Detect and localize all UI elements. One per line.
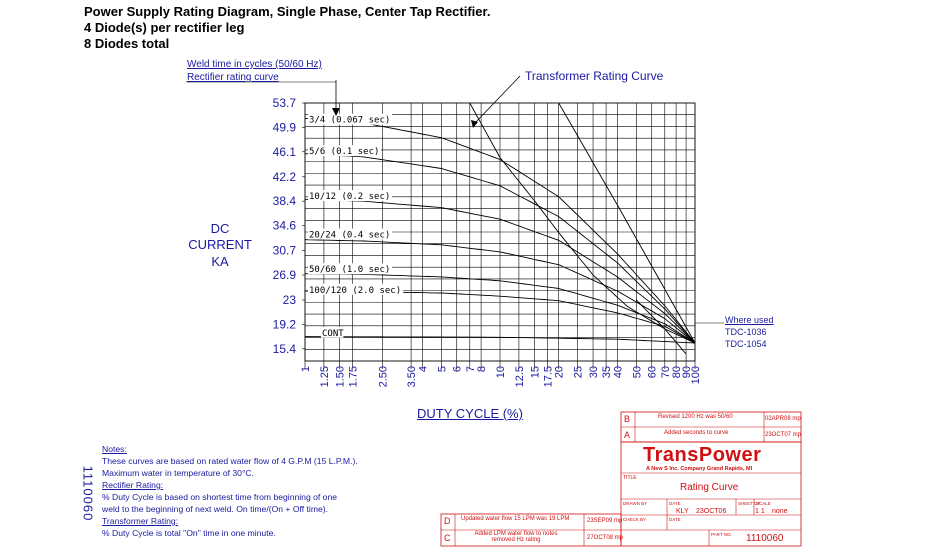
diode-total: 8 Diodes total	[84, 36, 170, 51]
checked-by-label: CHECK BY	[623, 517, 647, 522]
sheet-label: SHEET OF	[738, 501, 761, 506]
date2-label: DATE	[669, 517, 681, 522]
x-tick-label: 17.5	[542, 366, 555, 388]
x-tick-label: 12.5	[513, 366, 526, 388]
y-tick-label: 42.2	[272, 169, 296, 184]
notes-heading: Notes:	[102, 444, 127, 454]
where-used-label: Where used	[725, 315, 774, 325]
series-label: 50/60 (1.0 sec)	[309, 265, 391, 276]
transpower-logo: TransPower	[643, 444, 762, 466]
y-tick-label: 49.9	[272, 120, 296, 135]
rev-b-letter: B	[624, 414, 631, 424]
y-tick-label: 53.7	[272, 96, 296, 110]
x-tick-label: 30	[588, 366, 601, 379]
part-no-label: PART NO.	[711, 532, 732, 537]
drawn-by: KLY	[676, 508, 689, 515]
x-tick-label: 7	[464, 366, 477, 373]
rectifier-curve-label: Rectifier rating curve	[187, 72, 279, 83]
x-tick-label: 1.75	[347, 366, 360, 388]
y-tick-label: 19.2	[272, 317, 296, 332]
x-tick-label: 6	[451, 366, 464, 373]
y-axis-label-dc: DC	[210, 221, 230, 236]
notes-line: These curves are based on rated water flow of 4 G.P.M (15 L.P.M.).	[102, 456, 358, 466]
x-tick-label: 4	[417, 366, 430, 373]
x-tick-label: 5	[436, 366, 449, 373]
rev-c-text: Added LPM water flow to notes removed Hz rating	[474, 531, 558, 543]
rev-a-letter: A	[624, 430, 631, 440]
drawn-by-label: DRAWN BY	[623, 501, 648, 506]
scale-value: none	[772, 508, 788, 515]
rev-a-code: 23OCT07 mp	[765, 432, 802, 438]
x-tick-label: 35	[601, 366, 614, 379]
date-label: DATE	[669, 501, 681, 506]
title-label: TITLE	[623, 475, 637, 481]
y-tick-label: 34.6	[272, 218, 296, 233]
x-tick-label: 3.50	[406, 366, 419, 388]
y-tick-label: 23	[282, 293, 296, 308]
y-axis-label-current: CURRENT	[188, 237, 252, 252]
x-tick-label: 1	[300, 366, 312, 373]
rev-a-text: Added seconds to curve	[664, 430, 729, 436]
series-label: 10/12 (0.2 sec)	[309, 192, 391, 203]
x-tick-label: 50	[631, 366, 644, 379]
x-tick-label: 70	[659, 366, 672, 379]
x-tick-label: 10	[495, 366, 507, 379]
rev-d-text: Updated water flow 15 LPM was 19 LPM	[461, 516, 570, 522]
x-tick-label: 60	[646, 366, 659, 379]
rev-d-letter: D	[444, 516, 451, 526]
x-tick-label: 1.50	[334, 366, 347, 388]
transformer-curve-label: Transformer Rating Curve	[525, 69, 664, 83]
rev-b-code: 02APR08 mp	[765, 416, 801, 422]
where-used-item: TDC-1036	[725, 327, 767, 337]
y-tick-label: 46.1	[272, 144, 296, 159]
series-line	[559, 103, 695, 343]
y-tick-label: 15.4	[272, 341, 296, 356]
series-label: 3/4 (0.067 sec)	[309, 115, 391, 126]
notes-line: % Duty Cycle is total "On" time in one minute.	[102, 528, 276, 538]
where-used-item: TDC-1054	[725, 339, 767, 349]
x-tick-label: 2.50	[377, 366, 390, 388]
x-tick-label: 8	[476, 366, 489, 373]
x-tick-label: 1.25	[318, 366, 331, 388]
x-tick-label: 20	[553, 366, 566, 379]
y-axis-label-ka: KA	[211, 254, 229, 269]
x-axis-label: DUTY CYCLE (%)	[417, 406, 523, 421]
transformer-leader	[474, 76, 520, 124]
notes-line: Maximum water in temperature of 30°C.	[102, 468, 254, 478]
transformer-rating-heading: Transformer Rating:	[102, 516, 179, 526]
notes-line: % Duty Cycle is based on shortest time from beginning of one	[102, 492, 338, 502]
series-label: CONT	[322, 328, 344, 339]
chart-title: Power Supply Rating Diagram, Single Phase, Center Tap Rectifier.	[84, 4, 491, 19]
y-tick-label: 38.4	[272, 194, 296, 209]
x-tick-label: 40	[612, 366, 625, 379]
rev-d-code: 23SEP09 mp	[587, 518, 623, 524]
side-part-number: 1110060	[80, 465, 96, 522]
y-tick-label: 30.7	[272, 243, 296, 258]
notes-block	[102, 443, 358, 539]
part-number: 1110060	[746, 533, 784, 544]
rev-b-text: Revised 1200 Hz was 50/60	[658, 414, 733, 420]
x-tick-label: 80	[671, 366, 684, 379]
logo-subtitle: A New S Inc. Company Grand Rapids, MI	[646, 466, 753, 472]
x-tick-label: 90	[681, 366, 694, 379]
weld-time-label: Weld time in cycles (50/60 Hz)	[187, 59, 322, 70]
series-label: 20/24 (0.4 sec)	[309, 230, 391, 241]
series-label: 5/6 (0.1 sec)	[309, 147, 380, 158]
x-tick-label: 25	[572, 366, 585, 379]
scale-label: SCALE	[756, 501, 771, 506]
notes-line: weld to the beginning of next weld. On time/(On + Off time).	[102, 504, 329, 514]
series-label: 100/120 (2.0 sec)	[309, 285, 402, 296]
rev-c-letter: C	[444, 533, 451, 543]
series-line	[470, 103, 695, 343]
drawing-title: Rating Curve	[680, 482, 739, 493]
diode-per-leg: 4 Diode(s) per rectifier leg	[84, 20, 245, 35]
y-tick-label: 26.9	[272, 268, 296, 282]
rev-c-code: 27OCT08 mp	[587, 535, 624, 541]
sheet-number: 1 1	[755, 508, 765, 515]
drawing-date: 23OCT06	[696, 508, 727, 515]
x-tick-label: 100	[690, 366, 702, 385]
x-tick-label: 15	[529, 366, 542, 379]
rectifier-rating-heading: Rectifier Rating:	[102, 480, 164, 490]
